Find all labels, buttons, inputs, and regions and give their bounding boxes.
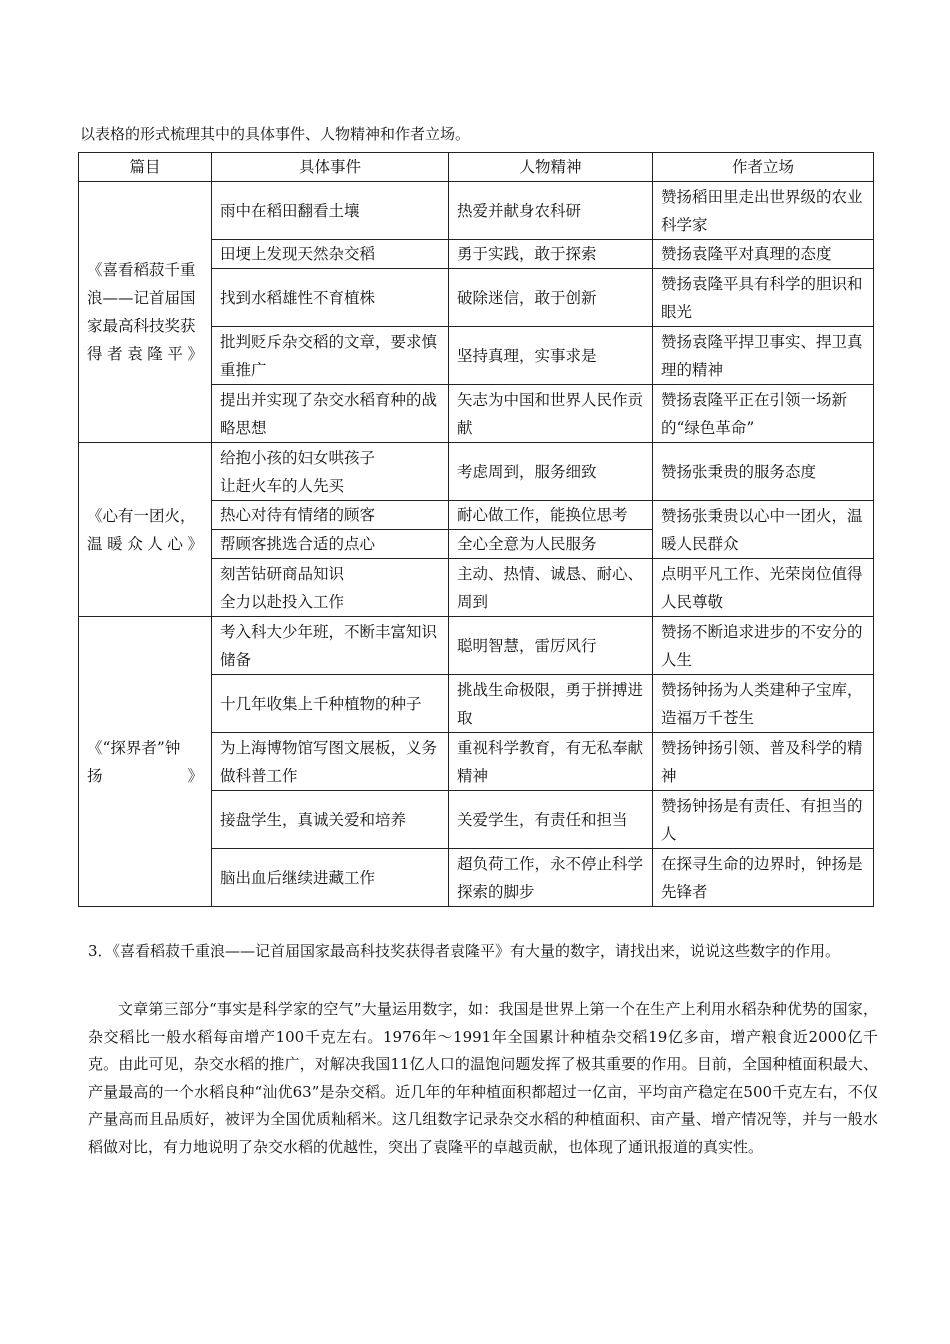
stance-cell: 赞扬钟扬引领、普及科学的精神 [653,733,874,791]
stance-cell: 赞扬钟扬为人类建种子宝库，造福万千苍生 [653,675,874,733]
stance-cell: 赞扬稻田里走出世界级的农业科学家 [653,182,874,240]
spirit-cell: 坚持真理，实事求是 [449,327,653,385]
event-cell: 找到水稻雄性不育植株 [212,269,449,327]
answer-paragraph: 文章第三部分“事实是科学家的空气”大量运用数字，如：我国是世界上第一个在生产上利用水稻杂种优势的国家，杂交稻比一般水稻每亩增产100千克左右。1976年～1991年全国累计种植杂交稻19亿多亩，增产粮食近2000亿千克。由此可见，杂交水稻的推广，对解决我国11亿人口的温饱问题发挥了极其重要的作用。目前，全国种植面积最大、产量最高的一个水稻良种“汕优63”是杂交稻。近几年的年种植面积都超过一亿亩，平均亩产稳定在500千克左右，不仅产量高而且品质好，被评为全国优质籼稻米。这几组数字记录杂交水稻的种植面积、亩产量、增产情况等，并与一般水稻做对比，有力地说明了杂交水稻的优越性，突出了袁隆平的卓越贡献，也体现了通讯报道的真实性。 [88,1000,878,1156]
event-cell [212,443,449,501]
spirit-cell: 考虑周到，服务细致 [449,443,653,501]
event-cell [212,559,449,617]
table-header-row [79,153,874,182]
table-row [79,443,874,501]
spirit-cell: 勇于实践，敢于探索 [449,240,653,269]
header-title: 篇目 [79,153,212,182]
event-cell: 考入科大少年班，不断丰富知识储备 [212,617,449,675]
stance-cell: 赞扬钟扬是有责任、有担当的人 [653,791,874,849]
event-cell: 批判贬斥杂交稻的文章，要求慎重推广 [212,327,449,385]
spirit-cell: 关爱学生，有责任和担当 [449,791,653,849]
event-line: 给抱小孩的妇女哄孩子 [220,448,376,467]
event-cell: 帮顾客挑选合适的点心 [212,530,449,559]
event-cell: 热心对待有情绪的顾客 [212,501,449,530]
stance-cell: 点明平凡工作、光荣岗位值得人民尊敬 [653,559,874,617]
question-3: 3．《喜看稻菽千重浪——记首届国家最高科技奖获得者袁隆平》有大量的数字，请找出来，说说这些数字的作用。 [88,942,841,960]
spirit-cell: 重视科学教育，有无私奉献精神 [449,733,653,791]
spirit-cell: 耐心做工作，能换位思考 [449,501,653,530]
stance-cell: 赞扬袁隆平正在引领一场新的“绿色革命” [653,385,874,443]
event-line: 全力以赴投入工作 [220,592,345,611]
article-title-cell: 《喜看稻菽千重浪——记首届国家最高科技奖获得者袁隆平》 [79,182,212,443]
spirit-cell: 矢志为中国和世界人民作贡献 [449,385,653,443]
header-spirit: 人物精神 [449,153,653,182]
spirit-cell: 超负荷工作，永不停止科学探索的脚步 [449,849,653,907]
event-cell: 脑出血后继续进藏工作 [212,849,449,907]
header-stance: 作者立场 [653,153,874,182]
table-row [79,182,874,240]
event-cell: 十几年收集上千种植物的种子 [212,675,449,733]
spirit-cell: 热爱并献身农科研 [449,182,653,240]
summary-table [78,152,874,907]
stance-cell: 赞扬袁隆平捍卫事实、捍卫真理的精神 [653,327,874,385]
event-cell: 田埂上发现天然杂交稻 [212,240,449,269]
stance-cell: 在探寻生命的边界时，钟扬是先锋者 [653,849,874,907]
spirit-cell: 聪明智慧，雷厉风行 [449,617,653,675]
header-event: 具体事件 [212,153,449,182]
article-title-cell: 《心有一团火，温暖众人心》 [79,443,212,617]
event-cell: 提出并实现了杂交水稻育种的战略思想 [212,385,449,443]
event-cell: 接盘学生，真诚关爱和培养 [212,791,449,849]
intro-text: 以表格的形式梳理其中的具体事件、人物精神和作者立场。 [80,125,471,143]
spirit-cell: 主动、热情、诚恳、耐心、周到 [449,559,653,617]
spirit-cell: 破除迷信，敢于创新 [449,269,653,327]
spirit-cell: 全心全意为人民服务 [449,530,653,559]
stance-cell: 赞扬袁隆平具有科学的胆识和眼光 [653,269,874,327]
event-line: 刻苦钻研商品知识 [220,564,345,583]
spirit-cell: 挑战生命极限，勇于拼搏进取 [449,675,653,733]
table-row [79,617,874,675]
stance-cell: 赞扬袁隆平对真理的态度 [653,240,874,269]
event-cell: 雨中在稻田翻看土壤 [212,182,449,240]
stance-cell: 赞扬不断追求进步的不安分的人生 [653,617,874,675]
event-line: 让赶火车的人先买 [220,476,345,495]
stance-cell: 赞扬张秉贵的服务态度 [653,443,874,501]
stance-cell: 赞扬张秉贵以心中一团火，温暖人民群众 [653,501,874,559]
article-title-cell: 《“探界者”钟扬》 [79,617,212,907]
event-cell: 为上海博物馆写图文展板，义务做科普工作 [212,733,449,791]
